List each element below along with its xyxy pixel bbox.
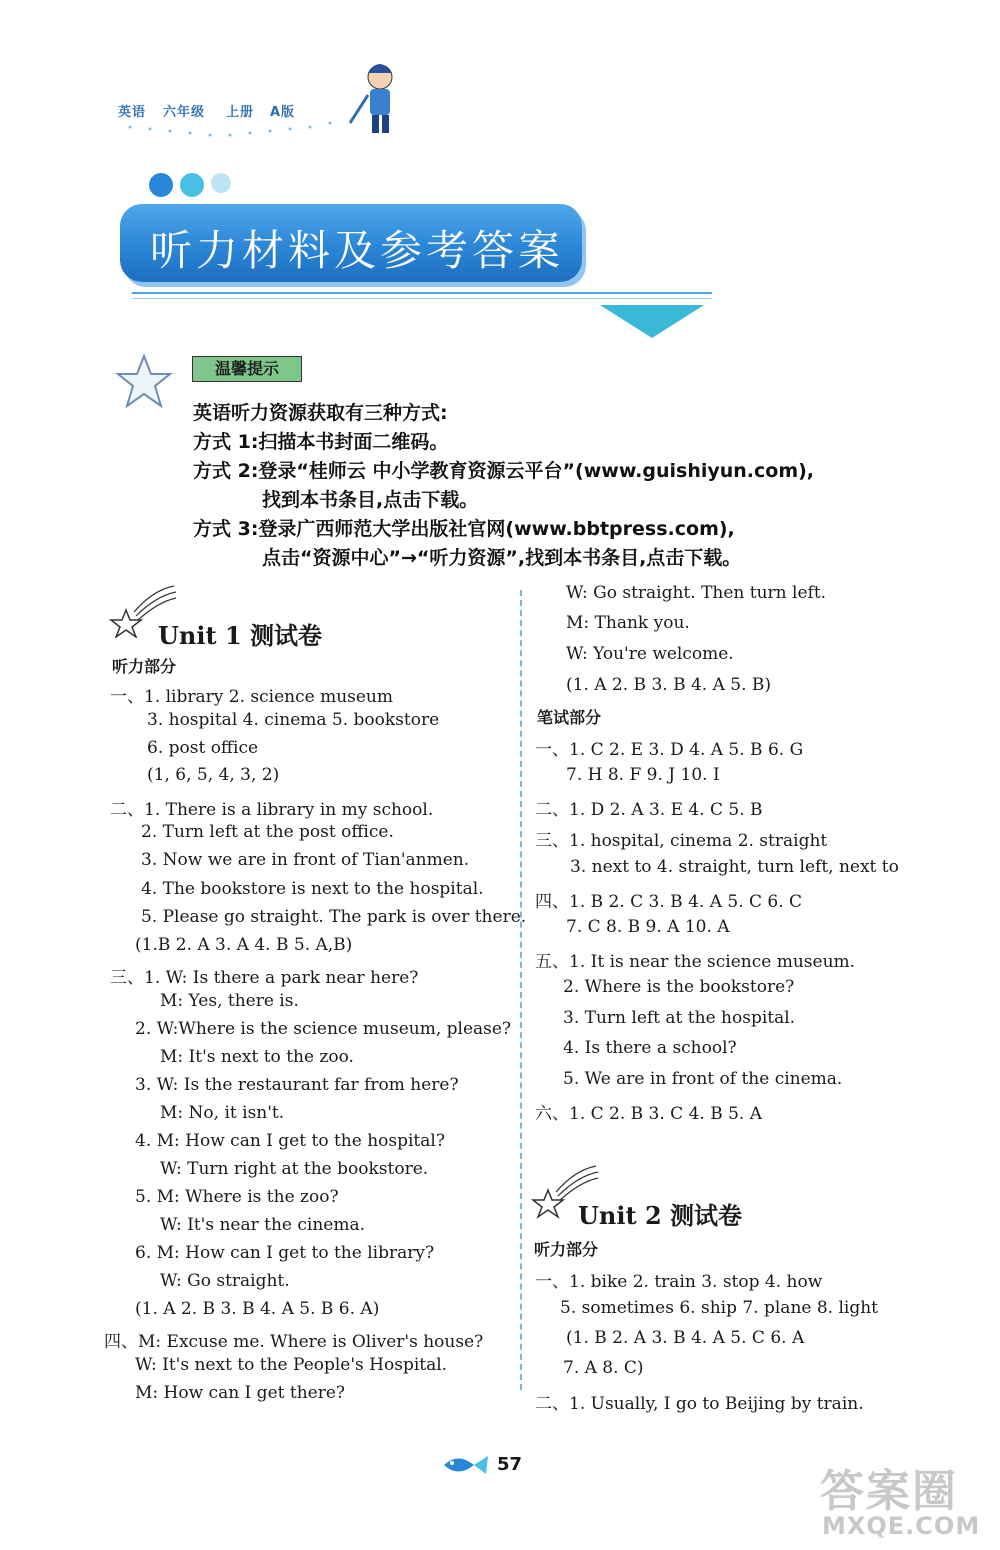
u2-line: 二、1. Usually, I go to Beijing by train. [535, 1394, 864, 1414]
u1-line: 4. M: How can I get to the hospital? [135, 1131, 445, 1151]
u1-line: W: It's near the cinema. [160, 1215, 366, 1235]
u1-line: M: Yes, there is. [160, 991, 299, 1011]
header-subject: 英语 [118, 105, 147, 120]
u1-line: (1.B 2. A 3. A 4. B 5. A,B) [135, 935, 353, 955]
star-icon [112, 352, 176, 412]
unit1-title: Unit 1 测试卷 [158, 621, 322, 650]
unit1-listening-label: 听力部分 [112, 657, 177, 676]
tip-line-6: 点击“资源中心”→“听力资源”,找到本书条目,点击下载。 [262, 547, 742, 569]
tip-line-4: 找到本书条目,点击下载。 [262, 489, 479, 511]
u1-line: M: It's next to the zoo. [160, 1047, 354, 1067]
header-decoration [110, 55, 410, 155]
u1-line: (1, 6, 5, 4, 3, 2) [147, 765, 280, 785]
page-number: 57 [497, 1454, 523, 1475]
u1-line: 5. Please go straight. The park is over there. [141, 907, 527, 927]
u1-line: W: Turn right at the bookstore. [160, 1159, 429, 1179]
u1-line: 3. hospital 4. cinema 5. bookstore [147, 710, 440, 730]
u1-written-line: 一、1. C 2. E 3. D 4. A 5. B 6. G [535, 740, 804, 760]
u1-written-line: 3. Turn left at the hospital. [563, 1008, 796, 1028]
tip-line-3: 方式 2:登录“桂师云 中小学教育资源云平台”(www.guishiyun.com), [193, 460, 815, 482]
u2-line: 一、1. bike 2. train 3. stop 4. how [535, 1272, 823, 1292]
banner-triangle [600, 300, 710, 340]
tip-line-1: 英语听力资源获取有三种方式: [193, 402, 448, 424]
u1-line: 6. M: How can I get to the library? [135, 1243, 435, 1263]
u1-line: (1. A 2. B 3. B 4. A 5. B 6. A) [135, 1299, 380, 1319]
u1-line: W: Go straight. [160, 1271, 290, 1291]
u2-line: 5. sometimes 6. ship 7. plane 8. light [560, 1298, 879, 1318]
header-grade: 六年级 [163, 105, 206, 120]
u1-written-line: 7. H 8. F 9. J 10. I [566, 765, 720, 785]
u1-line: M: No, it isn't. [160, 1103, 285, 1123]
u1-written-line: 三、1. hospital, cinema 2. straight [535, 831, 828, 851]
u1-right-line: (1. A 2. B 3. B 4. A 5. B) [566, 675, 772, 695]
u1-written-line: 五、1. It is near the science museum. [535, 952, 856, 972]
unit1-written-label: 笔试部分 [537, 708, 602, 727]
u1-line: 2. Turn left at the post office. [141, 822, 394, 842]
u1-written-line: 3. next to 4. straight, turn left, next to [570, 857, 899, 877]
u1-line: 三、1. W: Is there a park near here? [110, 968, 419, 988]
header-volume: 上册 [226, 105, 255, 120]
unit2-title: Unit 2 测试卷 [578, 1201, 742, 1230]
u1-written-line: 5. We are in front of the cinema. [563, 1069, 843, 1089]
watermark-main: 答案圈 [820, 1466, 958, 1517]
u1-line: 四、M: Excuse me. Where is Oliver's house? [104, 1332, 484, 1352]
banner-rule-thin [132, 298, 712, 299]
tip-line-2: 方式 1:扫描本书封面二维码。 [193, 431, 449, 453]
header-edition: A版 [270, 105, 296, 120]
watermark-url: MXQE.COM [822, 1512, 981, 1540]
u1-written-line: 4. Is there a school? [563, 1038, 737, 1058]
u1-written-line: 二、1. D 2. A 3. E 4. C 5. B [535, 800, 763, 820]
u1-line: 3. W: Is the restaurant far from here? [135, 1075, 459, 1095]
u1-line: W: It's next to the People's Hospital. [135, 1355, 448, 1375]
u1-line: 3. Now we are in front of Tian'anmen. [141, 850, 470, 870]
u2-line: 7. A 8. C) [563, 1358, 644, 1378]
u2-line: (1. B 2. A 3. B 4. A 5. C 6. A [566, 1328, 805, 1348]
u1-line: 4. The bookstore is next to the hospital. [141, 879, 484, 899]
u1-right-line: W: Go straight. Then turn left. [566, 583, 827, 603]
u1-line: 一、1. library 2. science museum [110, 687, 393, 707]
u1-written-line: 四、1. B 2. C 3. B 4. A 5. C 6. C [535, 892, 803, 912]
u1-line: 5. M: Where is the zoo? [135, 1187, 339, 1207]
column-divider [520, 590, 522, 1390]
u1-line: 二、1. There is a library in my school. [110, 800, 434, 820]
banner-title: 听力材料及参考答案 [150, 226, 565, 275]
tip-label: 温馨提示 [192, 356, 302, 382]
u1-right-line: W: You're welcome. [566, 644, 734, 664]
u1-right-line: M: Thank you. [566, 613, 690, 633]
u1-written-line: 2. Where is the bookstore? [563, 977, 795, 997]
tip-line-5: 方式 3:登录广西师范大学出版社官网(www.bbtpress.com), [193, 518, 735, 540]
banner-rule [132, 292, 712, 294]
unit2-listening-label: 听力部分 [534, 1240, 599, 1259]
fish-icon [440, 1452, 496, 1478]
banner-dot-3 [211, 173, 231, 193]
u1-written-line: 六、1. C 2. B 3. C 4. B 5. A [535, 1104, 763, 1124]
u1-line: M: How can I get there? [135, 1383, 346, 1403]
banner-dot-2 [180, 173, 204, 197]
u1-line: 2. W:Where is the science museum, please? [135, 1019, 512, 1039]
u1-line: 6. post office [147, 738, 259, 758]
u1-written-line: 7. C 8. B 9. A 10. A [566, 917, 730, 937]
banner-dot-1 [149, 173, 173, 197]
